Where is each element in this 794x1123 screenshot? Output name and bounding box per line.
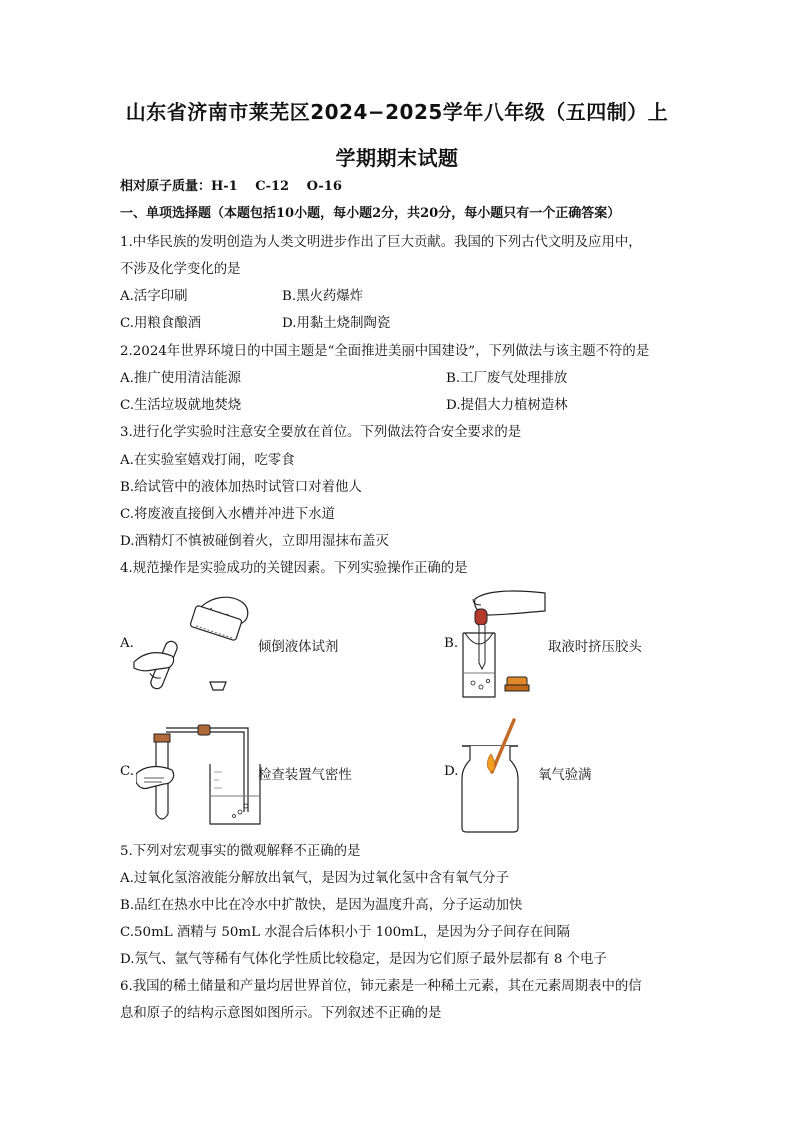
q4-figure-a-pouring-liquid — [132, 590, 262, 700]
q5-option-a: A.过氧化氢溶液能分解放出氧气，是因为过氧化氢中含有氧气分子 — [120, 871, 509, 886]
q3-option-a: A.在实验室嬉戏打闹，吃零食 — [120, 453, 295, 468]
q1-option-d: D.用黏土烧制陶瓷 — [282, 316, 391, 331]
q5-option-d: D.氖气、氩气等稀有气体化学性质比较稳定，是因为它们原子最外层都有 8 个电子 — [120, 952, 607, 967]
atomic-mass-note: 相对原子质量：H-1 C-12 O-16 — [120, 179, 342, 194]
q3-option-b: B.给试管中的液体加热时试管口对着他人 — [120, 480, 362, 495]
q4-option-c-label: 检查装置气密性 — [258, 768, 352, 783]
q4-option-a-letter: A. — [120, 636, 134, 651]
q1-option-c: C.用粮食酿酒 — [120, 316, 201, 331]
q4-figure-b-dropper — [455, 585, 550, 700]
q4-option-d-label: 氧气验满 — [538, 768, 592, 783]
q6-stem-line-2: 息和原子的结构示意图如图所示。下列叙述不正确的是 — [120, 1006, 442, 1021]
q3-option-c: C.将废液直接倒入水槽并冲进下水道 — [120, 507, 335, 522]
q4-figure-c-airtightness — [136, 720, 266, 828]
q4-option-b-label: 取液时挤压胶头 — [548, 640, 642, 655]
q6-stem-line-1: 6.我国的稀土储量和产量均居世界首位，铈元素是一种稀土元素，其在元素周期表中的信 — [120, 979, 642, 994]
q1-option-a: A.活字印刷 — [120, 289, 188, 304]
q2-option-b: B.工厂废气处理排放 — [446, 371, 568, 386]
q1-stem-line-1: 1.中华民族的发明创造为人类文明进步作出了巨大贡献。我国的下列古代文明及应用中， — [120, 235, 642, 250]
q5-stem: 5.下列对宏观事实的微观解释不正确的是 — [120, 844, 361, 859]
q4-option-d-letter: D. — [444, 764, 459, 779]
q5-option-c: C.50mL 酒精与 50mL 水混合后体积小于 100mL，是因为分子间存在间隔 — [120, 925, 571, 940]
q4-option-c-letter: C. — [120, 764, 135, 779]
q4-figure-d-oxygen-test — [458, 716, 528, 834]
q1-option-b: B.黑火药爆炸 — [282, 289, 364, 304]
page-title-line-1: 山东省济南市莱芜区2024−2025学年八年级（五四制）上 — [125, 100, 669, 124]
q2-option-d: D.提倡大力植树造林 — [446, 398, 568, 413]
q1-stem-line-2: 不涉及化学变化的是 — [120, 262, 241, 277]
q3-option-d: D.酒精灯不慎被碰倒着火，立即用湿抹布盖灭 — [120, 534, 389, 549]
q2-option-a: A.推广使用清洁能源 — [120, 371, 242, 386]
q2-option-c: C.生活垃圾就地焚烧 — [120, 398, 242, 413]
q4-option-b-letter: B. — [444, 636, 459, 651]
q4-stem: 4.规范操作是实验成功的关键因素。下列实验操作正确的是 — [120, 561, 468, 576]
q2-stem: 2.2024年世界环境日的中国主题是“全面推进美丽中国建设”，下列做法与该主题不符的是 — [120, 344, 650, 359]
page-title-line-2: 学期期末试题 — [335, 146, 459, 170]
q3-stem: 3.进行化学实验时注意安全要放在首位。下列做法符合安全要求的是 — [120, 425, 522, 440]
q5-option-b: B.品红在热水中比在冷水中扩散快，是因为温度升高，分子运动加快 — [120, 898, 523, 913]
q4-option-a-label: 倾倒液体试剂 — [258, 640, 339, 655]
section-heading: 一、单项选择题（本题包括10小题，每小题2分，共20分，每小题只有一个正确答案） — [120, 206, 621, 221]
